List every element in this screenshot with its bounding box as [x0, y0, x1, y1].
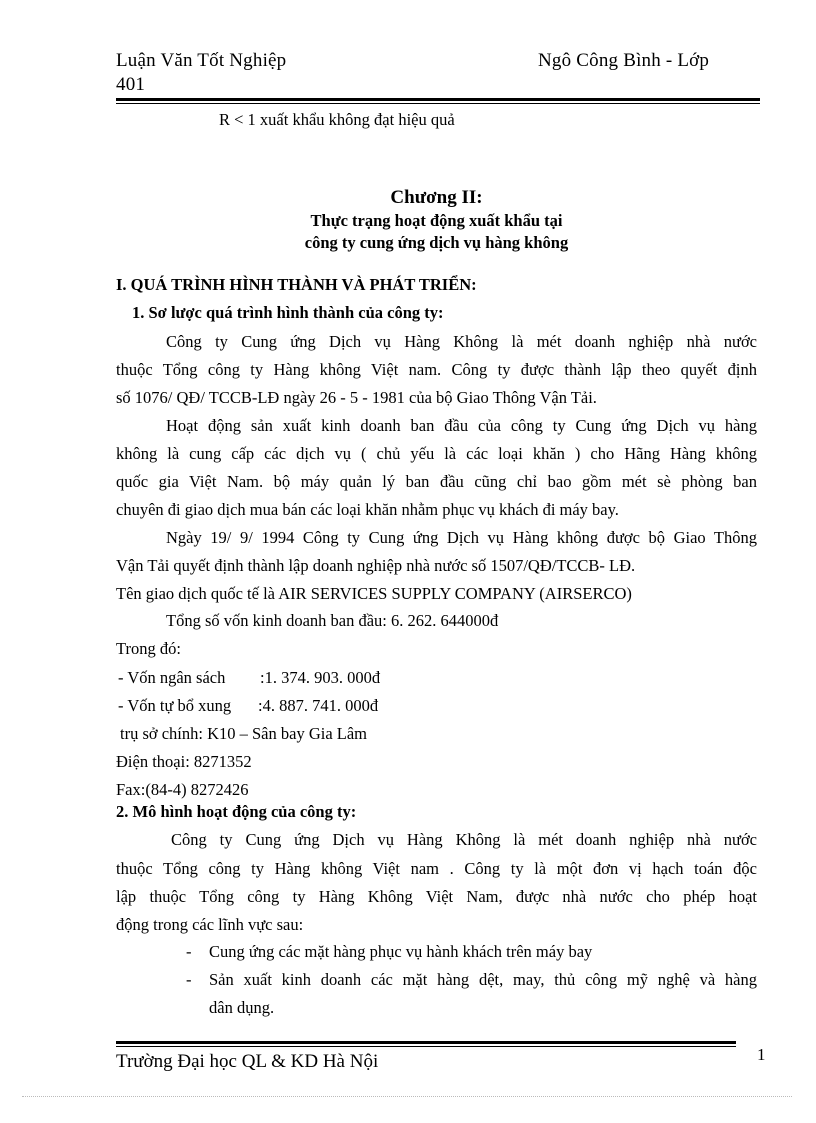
para3-line: Vận Tải quyết định thành lập doanh nghiệp nhà nước số 1507/QĐ/TCCB- LĐ. — [116, 556, 636, 575]
intro-line: R < 1 xuất khẩu không đạt hiệu quả — [219, 110, 455, 129]
para2-line: không là cung cấp các dịch vụ ( chủ yếu là các loại khăn ) cho Hãng Hàng không — [116, 444, 757, 463]
chapter-subtitle-2: công ty cung ứng dịch vụ hàng không — [304, 233, 569, 252]
para4-line: thuộc Tổng công ty Hàng không Việt nam . Công ty là một đơn vị hạch toán độc — [116, 859, 757, 878]
para3-line: Ngày 19/ 9/ 1994 Công ty Cung ứng Dịch vụ Hàng không được bộ Giao Thông — [166, 528, 757, 547]
self-capital-value: :4. 887. 741. 000đ — [258, 696, 379, 715]
subsection-1-heading: 1. Sơ lược quá trình hình thành của công ty: — [132, 303, 444, 322]
para2-line: chuyên đi giao dịch mua bán các loại khăn nhằm phục vụ khách đi máy bay. — [116, 500, 619, 519]
headquarters: trụ sở chính: K10 – Sân bay Gia Lâm — [120, 724, 368, 743]
para1-line: số 1076/ QĐ/ TCCB-LĐ ngày 26 - 5 - 1981 của bộ Giao Thông Vận Tải. — [116, 388, 597, 407]
para2-line: quốc gia Việt Nam. bộ máy quản lý ban đầu cũng chỉ bao gồm mét sè phòng ban — [116, 472, 757, 491]
header-class: 401 — [116, 74, 146, 95]
header-rule-thick — [116, 98, 760, 101]
bullet-item: Cung ứng các mặt hàng phục vụ hành khách trên máy bay — [209, 942, 593, 961]
fax: Fax:(84-4) 8272426 — [116, 780, 249, 799]
page-number: 1 — [757, 1045, 766, 1064]
chapter-title: Chương II: — [390, 187, 483, 208]
header-title: Luận Văn Tốt Nghiệp — [116, 50, 287, 71]
budget-capital-label: - Vốn ngân sách — [118, 668, 226, 687]
para1-line: thuộc Tổng công ty Hàng không Việt nam. Công ty được thành lập theo quyết định — [116, 360, 757, 379]
bullet-item: Sản xuất kinh doanh các mặt hàng dệt, may, thủ công mỹ nghệ và hàng — [209, 970, 757, 989]
footer-rule-thin — [116, 1046, 736, 1047]
trade-name: Tên giao dịch quốc tế là AIR SERVICES SUPPLY COMPANY (AIRSERCO) — [116, 584, 632, 603]
in-which-label: Trong đó: — [116, 639, 181, 658]
capital-total: Tổng số vốn kinh doanh ban đầu: 6. 262. 644000đ — [166, 611, 499, 630]
footer-rule-thick — [116, 1041, 736, 1044]
bullet-item-continued: dân dụng. — [209, 998, 275, 1017]
para4-line: lập thuộc Tổng công ty Hàng Không Việt Nam, được nhà nước cho phép hoạt — [116, 887, 757, 906]
footer-school: Trường Đại học QL & KD Hà Nội — [116, 1051, 379, 1072]
bullet-mark: - — [186, 970, 192, 989]
budget-capital-value: :1. 374. 903. 000đ — [260, 668, 381, 687]
para4-line: động trong các lĩnh vực sau: — [116, 915, 304, 934]
header-rule-thin — [116, 103, 760, 104]
self-capital-label: - Vốn tự bổ xung — [118, 696, 232, 715]
chapter-subtitle-1: Thực trạng hoạt động xuất khẩu tại — [310, 211, 563, 230]
para4-line: Công ty Cung ứng Dịch vụ Hàng Không là mét doanh nghiệp nhà nước — [171, 830, 757, 849]
bullet-mark: - — [186, 942, 192, 961]
para1-line: Công ty Cung ứng Dịch vụ Hàng Không là mét doanh nghiệp nhà nước — [166, 332, 757, 351]
section-heading: I. QUÁ TRÌNH HÌNH THÀNH VÀ PHÁT TRIỂN: — [116, 275, 477, 294]
phone: Điện thoại: 8271352 — [116, 752, 252, 771]
page-bottom-divider — [22, 1096, 792, 1097]
para2-line: Hoạt động sản xuất kinh doanh ban đầu của công ty Cung ứng Dịch vụ hàng — [166, 416, 757, 435]
header-author: Ngô Công Bình - Lớp — [538, 50, 710, 71]
subsection-2-heading: 2. Mô hình hoạt động của công ty: — [116, 802, 357, 821]
